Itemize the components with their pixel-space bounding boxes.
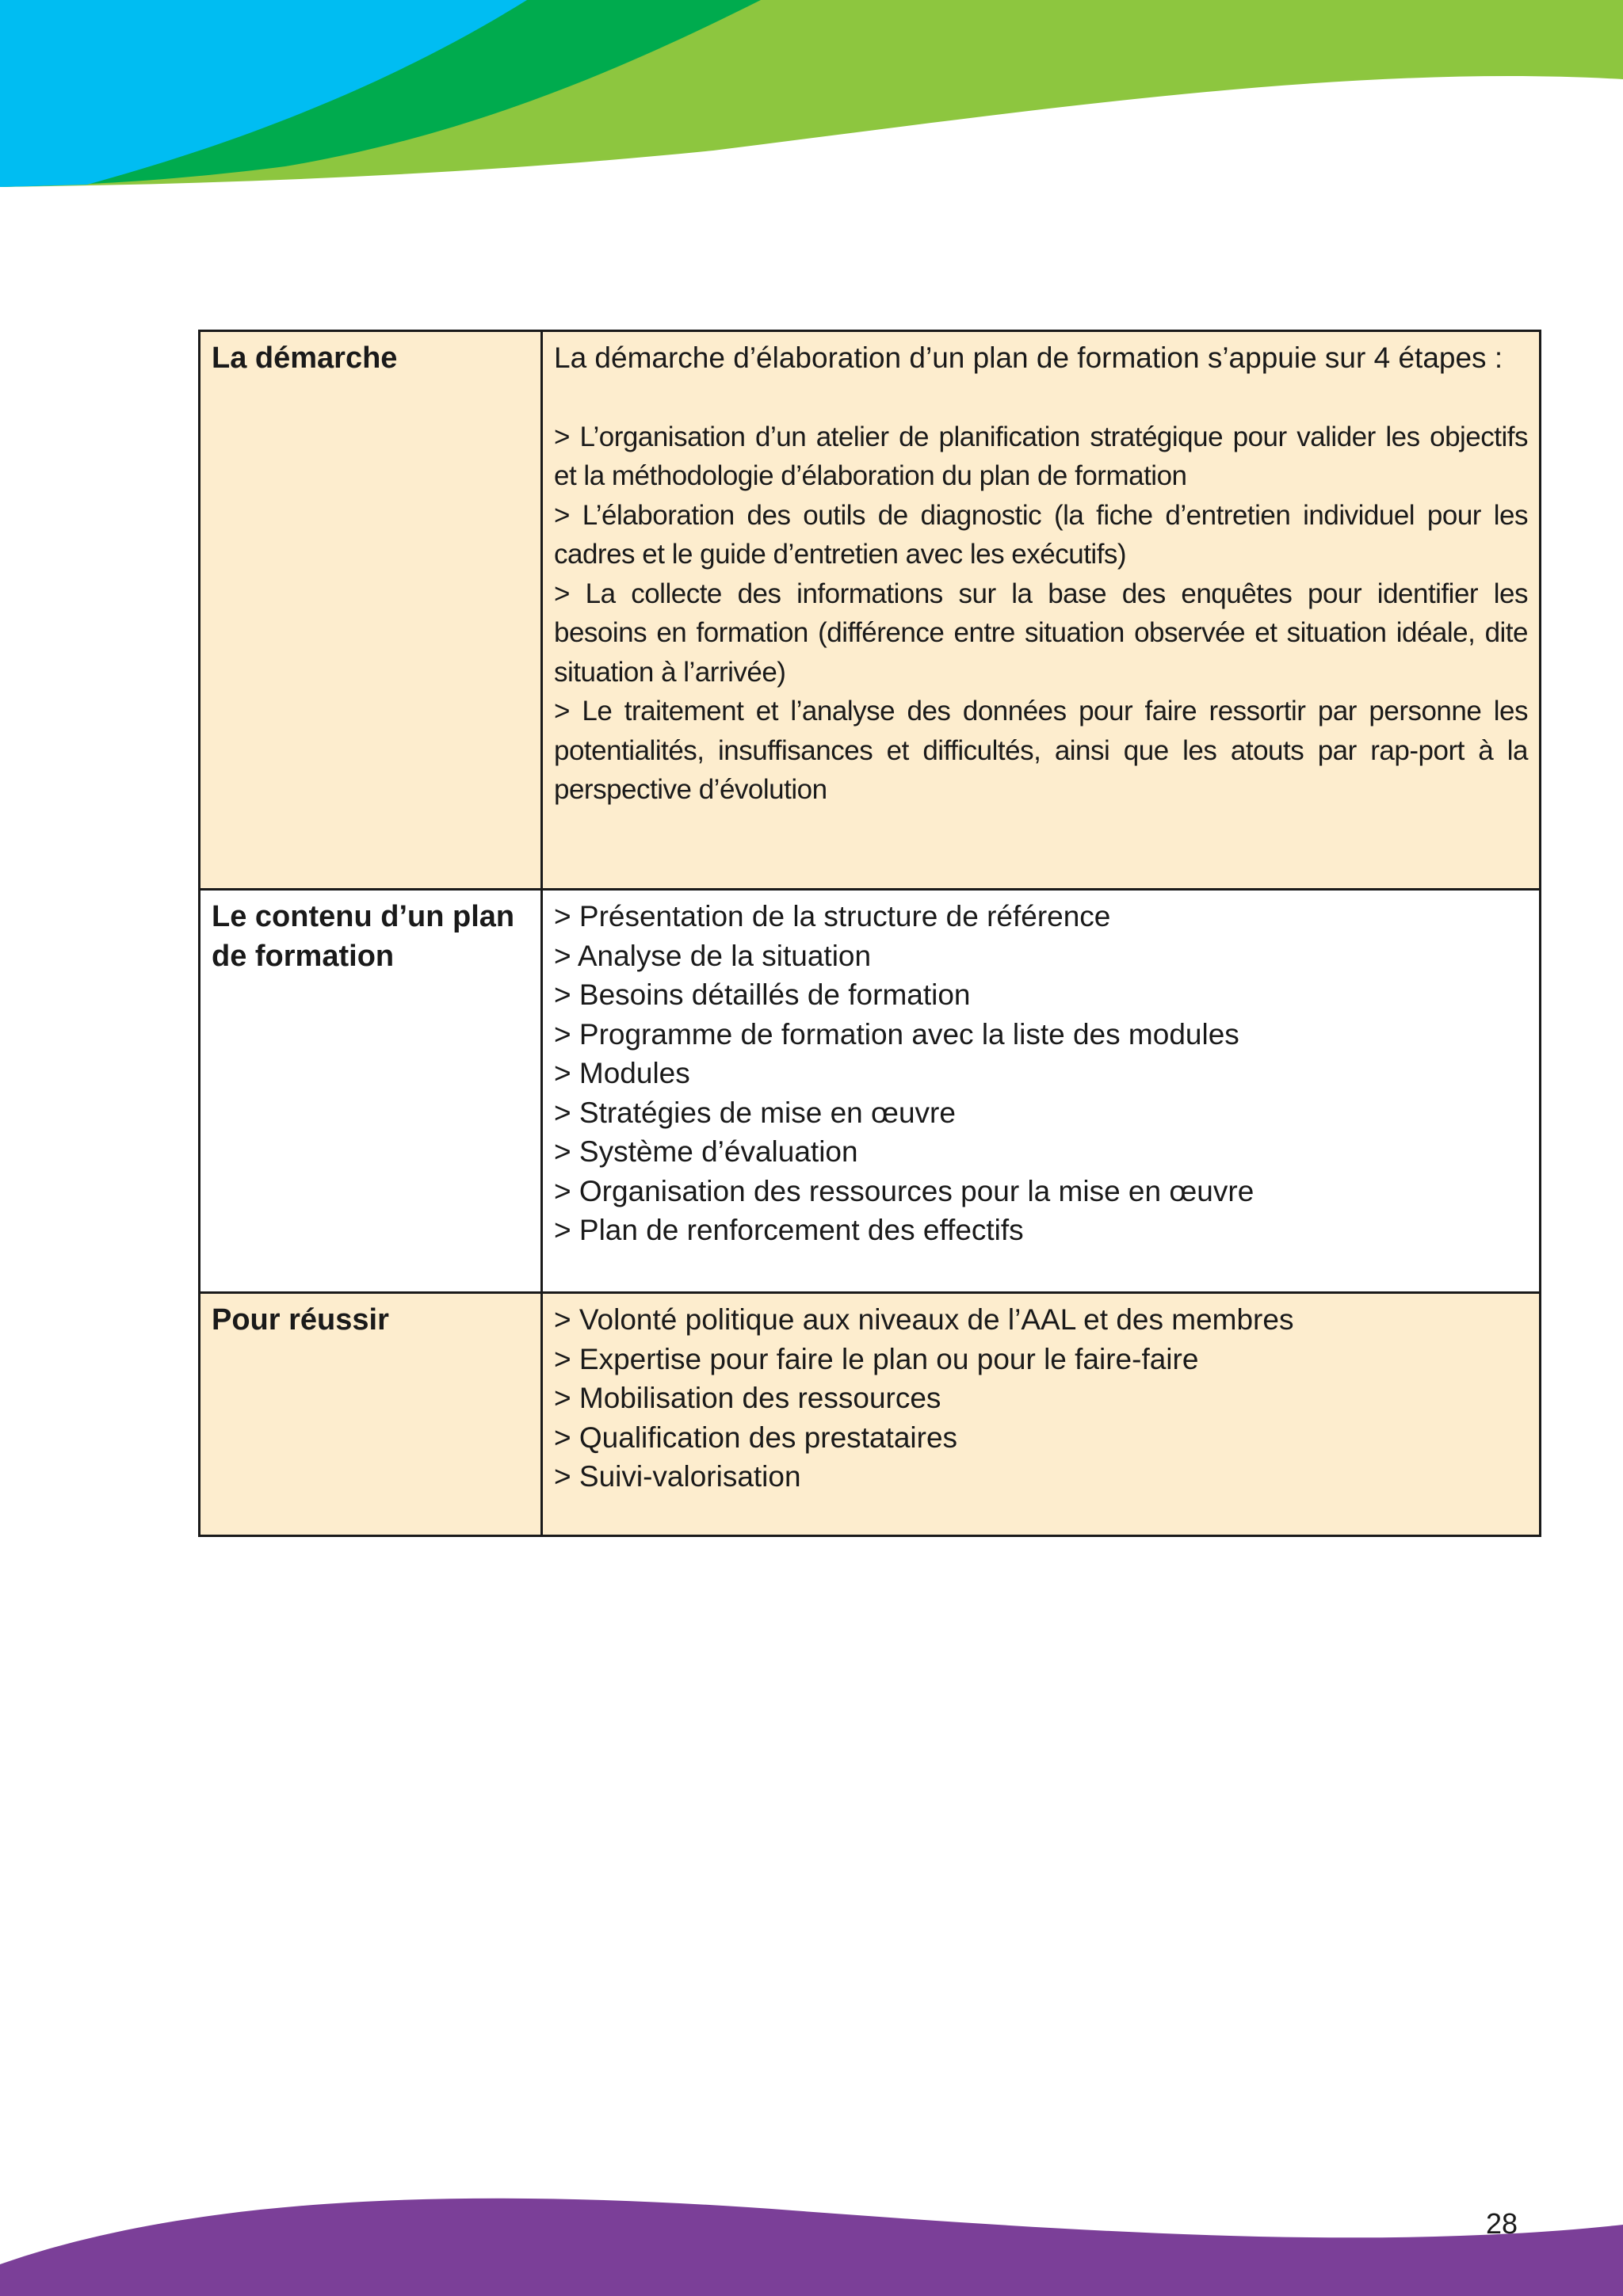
table-row-contenu xyxy=(200,890,1541,1293)
list-item: > L’organisation d’un atelier de planification stratégique pour valider les objectifs et la méthodologie d’élaboration du plan de formation xyxy=(554,421,1528,491)
list-item: > Suivi-valorisation xyxy=(554,1460,801,1493)
list-item: > Besoins détaillés de formation xyxy=(554,978,971,1011)
list-item: > Stratégies de mise en œuvre xyxy=(554,1096,956,1129)
list-item: > Analyse de la situation xyxy=(554,939,872,972)
footer-wave-decoration xyxy=(0,2171,1623,2296)
list-item: > La collecte des informations sur la base des enquêtes pour identifier les besoins en formation (différence entre situation observée et situation idéale, dite situation à l’arrivée) xyxy=(554,578,1528,688)
list-item: > Modules xyxy=(554,1057,690,1089)
list-item: > Système d’évaluation xyxy=(554,1135,858,1168)
row-label: Le contenu d’un plan de formation xyxy=(200,890,542,1293)
list-item: > Programme de formation avec la liste des modules xyxy=(554,1017,1239,1051)
table-row-reussir xyxy=(200,1293,1541,1536)
row-content xyxy=(542,890,1541,1293)
list-item: > Qualification des prestataires xyxy=(554,1421,958,1454)
list-item: > Présentation de la structure de référence xyxy=(554,900,1111,933)
list-item: > Plan de renforcement des effectifs xyxy=(554,1214,1024,1246)
list-item: > L’élaboration des outils de diagnostic (la fiche d’entretien individuel pour les cadres et le guide d’entretien avec les exécutifs) xyxy=(554,499,1528,570)
page-number: 28 xyxy=(1485,2207,1518,2240)
list-item: > Mobilisation des ressources xyxy=(554,1382,941,1414)
row-label: La démarche xyxy=(200,331,542,890)
list-item: > Volonté politique aux niveaux de l’AAL et des membres xyxy=(554,1303,1294,1336)
list-item: > Expertise pour faire le plan ou pour le faire-faire xyxy=(554,1342,1199,1375)
plan-formation-table xyxy=(198,330,1541,1537)
row-label: Pour réussir xyxy=(200,1293,542,1536)
list-item: > Organisation des ressources pour la mise en œuvre xyxy=(554,1174,1254,1207)
intro-text: La démarche d’élaboration d’un plan de formation s’appuie sur 4 étapes : xyxy=(554,341,1503,374)
row-content xyxy=(542,331,1541,890)
list-item: > Le traitement et l’analyse des données pour faire ressortir par personne les potentialités, insuffisances et difficultés, ainsi que les atouts par rap-port à la perspective d’évolution xyxy=(554,696,1528,805)
row-content xyxy=(542,1293,1541,1536)
table-row-demarche xyxy=(200,331,1541,890)
header-wave-decoration xyxy=(0,0,1623,190)
